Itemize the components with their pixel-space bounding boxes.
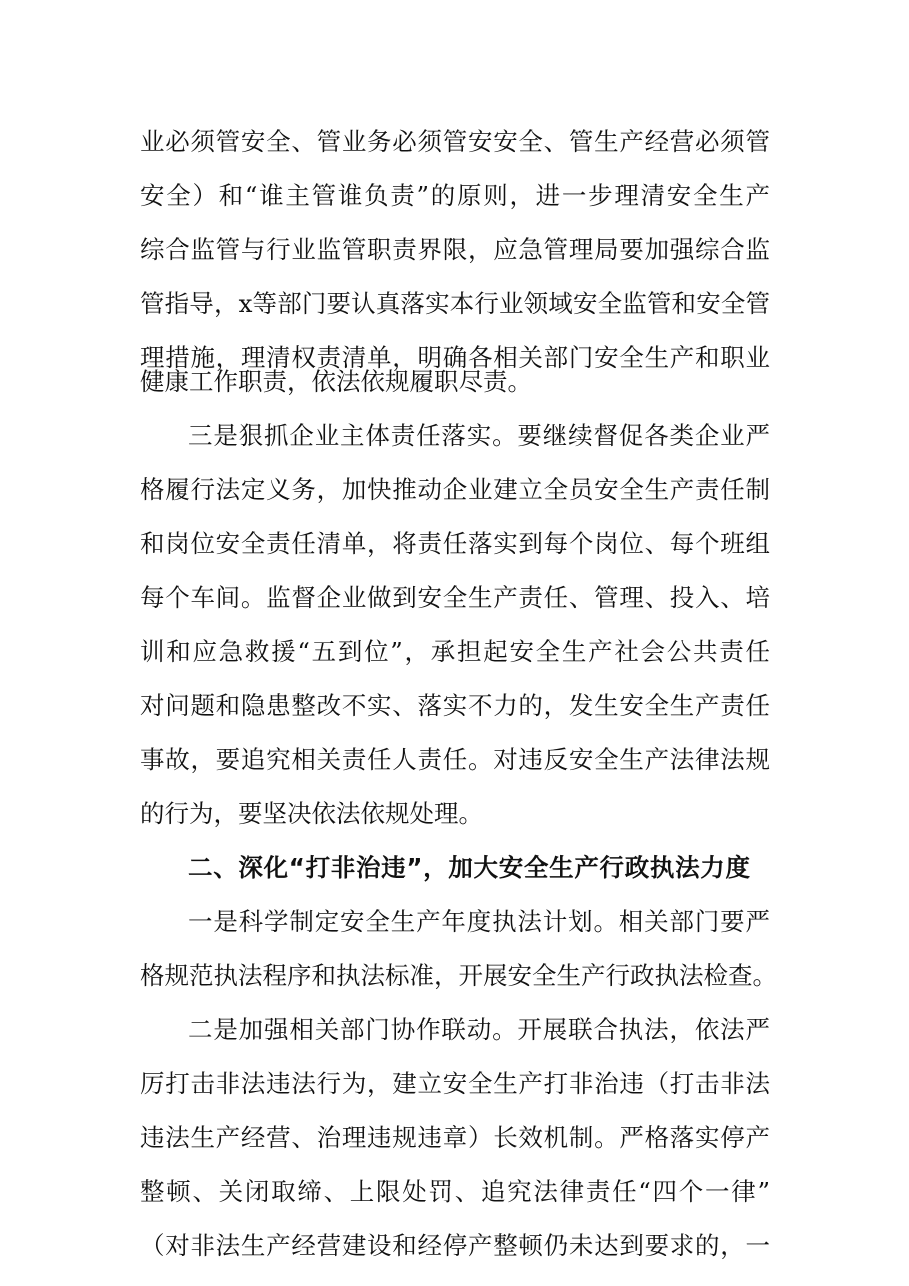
section-heading: 二、深化“打非治违”，加大安全生产行政执法力度 xyxy=(188,853,750,882)
paragraph-line: 和岗位安全责任清单，将责任落实到每个岗位、每个班组 xyxy=(140,529,770,558)
paragraph-last-line: 健康工作职责，依法依规履职尽责。 xyxy=(140,367,532,396)
paragraph-line: 训和应急救援“五到位”，承担起安全生产社会公共责任 xyxy=(140,637,770,666)
paragraph-first-line: 三是狠抓企业主体责任落实。要继续督促各类企业严 xyxy=(188,421,770,450)
paragraph-line: 安全）和“谁主管谁负责”的原则，进一步理清安全生产 xyxy=(140,181,770,210)
paragraph-first-line: 一是科学制定安全生产年度执法计划。相关部门要严 xyxy=(188,907,770,936)
paragraph-last-line: 的行为，要坚决依法依规处理。 xyxy=(140,799,483,828)
paragraph-line: 整顿、关闭取缔、上限处罚、追究法律责任“四个一律” xyxy=(140,1177,770,1206)
paragraph-line: 格规范执法程序和执法标准，开展安全生产行政执法检查。 xyxy=(140,961,777,990)
paragraph-line: 厉打击非法违法行为，建立安全生产打非治违（打击非法 xyxy=(140,1069,770,1098)
paragraph-line: 违法生产经营、治理违规违章）长效机制。严格落实停产 xyxy=(140,1123,770,1152)
paragraph-line: 理措施，理清权责清单，明确各相关部门安全生产和职业 xyxy=(140,343,770,372)
paragraph-line: 对问题和隐患整改不实、落实不力的，发生安全生产责任 xyxy=(140,691,770,720)
paragraph-line: 事故，要追究相关责任人责任。对违反安全生产法律法规 xyxy=(140,745,770,774)
paragraph-first-line: 二是加强相关部门协作联动。开展联合执法，依法严 xyxy=(188,1015,770,1044)
paragraph-line: 业必须管安全、管业务必须管安安全、管生产经营必须管 xyxy=(140,127,770,156)
paragraph-line: （对非法生产经营建设和经停产整顿仍未达到要求的，一 xyxy=(140,1231,770,1260)
paragraph-line: 每个车间。监督企业做到安全生产责任、管理、投入、培 xyxy=(140,583,770,612)
paragraph-line: 格履行法定义务，加快推动企业建立全员安全生产责任制 xyxy=(140,475,770,504)
paragraph-line: 综合监管与行业监管职责界限，应急管理局要加强综合监 xyxy=(140,235,770,264)
paragraph-line: 管指导，x等部门要认真落实本行业领域安全监管和安全管 xyxy=(140,289,770,318)
